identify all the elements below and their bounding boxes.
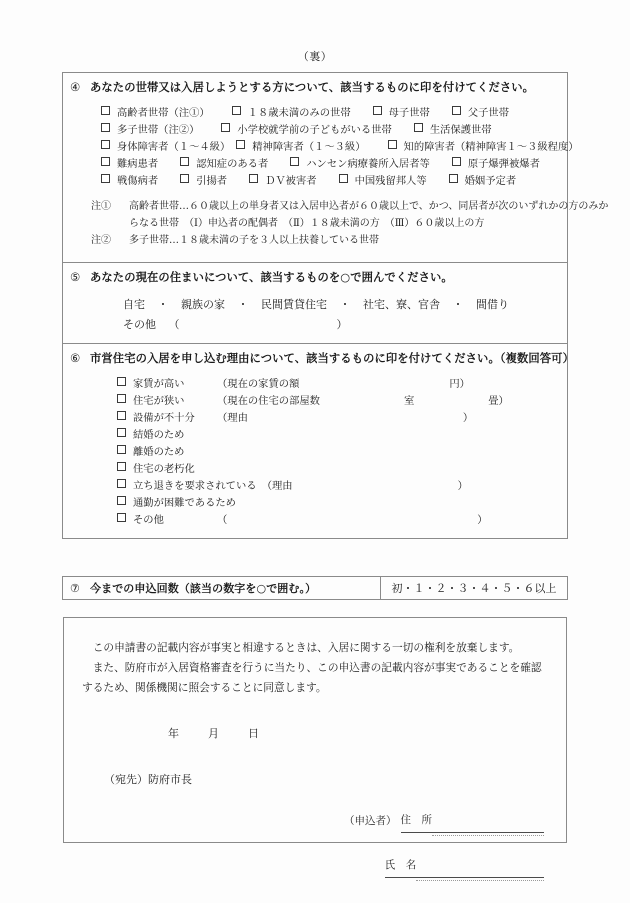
section-7-header bbox=[63, 577, 381, 599]
checkbox-label: 高齢者世帯（注①） bbox=[117, 107, 210, 119]
note-2 bbox=[91, 232, 551, 249]
section-7 bbox=[62, 576, 568, 600]
note-1 bbox=[91, 198, 609, 215]
reason-detail-close: ） bbox=[462, 412, 474, 424]
checkbox-commute-difficult[interactable] bbox=[117, 496, 126, 505]
residence-choice-row bbox=[123, 295, 559, 314]
section-5-number: ⑤ bbox=[70, 271, 81, 284]
checkbox-preschool-children-household[interactable] bbox=[221, 123, 230, 132]
reason-detail-close: ） bbox=[457, 480, 468, 492]
checkbox-label: 精神障害者（１～３級） bbox=[252, 141, 366, 153]
section-4 bbox=[63, 73, 609, 263]
declaration-text bbox=[64, 618, 566, 878]
checkbox-many-children-household[interactable] bbox=[101, 123, 110, 132]
checkbox-elderly-household[interactable] bbox=[101, 106, 110, 115]
reason-label: 通勤が困難であるため bbox=[133, 497, 236, 509]
section-7-number: ⑦ bbox=[70, 581, 80, 595]
checkbox-label: ハンセン病療養所入居者等 bbox=[306, 158, 430, 170]
address-input-line[interactable] bbox=[432, 832, 544, 833]
address-label: 住 所 bbox=[401, 810, 433, 833]
checkbox-repatriate[interactable] bbox=[180, 174, 189, 183]
checkbox-other-reason[interactable] bbox=[117, 513, 126, 522]
name-label: 氏 名 bbox=[385, 855, 417, 878]
checkbox-atomic-bomb-survivor[interactable] bbox=[452, 157, 461, 166]
section-6-number: ⑥ bbox=[70, 352, 81, 365]
checkbox-dv-victim[interactable] bbox=[249, 174, 258, 183]
checkbox-house-too-small[interactable] bbox=[117, 394, 126, 403]
section-4-title: あなたの世帯又は入居しようとする方について、該当するものに印を付けてください。 bbox=[90, 80, 535, 94]
checkbox-welfare-household[interactable] bbox=[414, 123, 423, 132]
reason-label: 家賃が高い bbox=[133, 378, 185, 390]
checkbox-mental-disability[interactable] bbox=[236, 140, 245, 149]
section-6-body bbox=[63, 370, 567, 538]
residence-choice-list bbox=[71, 295, 559, 334]
date-month-label: 月 bbox=[208, 727, 219, 740]
checkbox-dementia[interactable] bbox=[180, 157, 189, 166]
checkbox-label: 難病患者 bbox=[117, 158, 159, 170]
choice-separator: ・ bbox=[157, 298, 169, 311]
reason-row bbox=[71, 512, 559, 529]
checkbox-marriage-planned[interactable] bbox=[449, 174, 458, 183]
spacer bbox=[344, 856, 385, 878]
section-4-header bbox=[63, 73, 567, 99]
checkbox-hansen-sanatorium-resident[interactable] bbox=[290, 157, 299, 166]
checkbox-inadequate-facilities[interactable] bbox=[117, 411, 126, 420]
paren-close: ） bbox=[336, 318, 348, 331]
address-row bbox=[344, 810, 544, 833]
choice-separator: ・ bbox=[237, 298, 249, 311]
reason-label: 住宅の老朽化 bbox=[133, 463, 195, 475]
residence-option-company-housing[interactable]: 社宅、寮、官舎 bbox=[363, 298, 440, 311]
checkbox-label: 婚姻予定者 bbox=[464, 175, 517, 187]
checkbox-eviction-demanded[interactable] bbox=[117, 479, 126, 488]
reason-label: 離婚のため bbox=[133, 446, 185, 458]
section-7-title: 今までの申込回数（該当の数字を○で囲む。） bbox=[90, 582, 317, 595]
residence-option-lodging[interactable]: 間借り bbox=[476, 298, 509, 311]
checkbox-label: 認知症のある者 bbox=[196, 158, 269, 170]
section-5-body bbox=[63, 289, 567, 343]
checkbox-physical-disability[interactable] bbox=[101, 140, 110, 149]
checkbox-label: 中国残留邦人等 bbox=[354, 175, 427, 187]
reason-row bbox=[71, 410, 559, 427]
reason-row bbox=[71, 376, 559, 393]
checkbox-intractable-disease[interactable] bbox=[101, 157, 110, 166]
section-6 bbox=[63, 344, 574, 538]
choice-separator: ・ bbox=[452, 298, 464, 311]
signature-block bbox=[82, 810, 544, 878]
reason-detail-open: （理由 bbox=[217, 412, 248, 424]
reason-row bbox=[71, 427, 559, 444]
checkbox-label: 父子世帯 bbox=[467, 107, 510, 119]
declaration-box bbox=[63, 617, 567, 871]
reason-detail-unit: 円） bbox=[449, 378, 470, 390]
checkbox-label: 原子爆弾被爆者 bbox=[467, 158, 540, 170]
reason-detail-open: （理由 bbox=[261, 480, 293, 492]
reason-detail-close: ） bbox=[477, 514, 488, 526]
reason-row bbox=[71, 495, 559, 512]
note-1-continued: らなる世帯 （Ⅰ）申込者の配偶者 （Ⅱ）１８歳未満の方 （Ⅲ）６０歳以上の方 bbox=[129, 218, 485, 229]
checkbox-label: 小学校就学前の子どもがいる世帯 bbox=[237, 124, 392, 136]
reason-label: その他 bbox=[133, 514, 164, 526]
note-text: 多子世帯…１８歳未満の子を３人以上扶養している世帯 bbox=[129, 235, 379, 246]
checkbox-label: 身体障害者（１～４級） bbox=[117, 141, 231, 153]
section-6-title: 市営住宅の入居を申し込む理由について、該当するものに印を付けてください。（複数回答可） bbox=[90, 351, 574, 365]
checkbox-war-wounded[interactable] bbox=[101, 174, 110, 183]
reason-row bbox=[71, 478, 559, 495]
checkbox-single-mother-household[interactable] bbox=[373, 106, 382, 115]
reason-label: 住宅が狭い bbox=[133, 395, 185, 407]
household-type-row bbox=[71, 105, 559, 122]
checkbox-label: 引揚者 bbox=[196, 175, 228, 187]
note-tag: 注① bbox=[91, 201, 111, 212]
section-5-title: あなたの現在の住まいについて、該当するものを○で囲んでください。 bbox=[90, 270, 453, 284]
note-tag: 注② bbox=[91, 235, 111, 246]
checkbox-house-deterioration[interactable] bbox=[117, 462, 126, 471]
checkbox-label: 戦傷病者 bbox=[117, 175, 159, 187]
household-type-row bbox=[71, 139, 579, 156]
reason-row bbox=[71, 393, 559, 410]
household-type-row bbox=[71, 173, 559, 190]
checkbox-for-divorce[interactable] bbox=[117, 445, 126, 454]
reason-detail-open: （現在の住宅の部屋数 bbox=[217, 395, 320, 407]
checkbox-label: 母子世帯 bbox=[388, 107, 430, 119]
reason-label: 設備が不十分 bbox=[133, 412, 195, 424]
main-form-box bbox=[62, 72, 609, 539]
section-4-body bbox=[63, 99, 609, 262]
checkbox-rent-too-high[interactable] bbox=[117, 377, 126, 386]
choice-separator: ・ bbox=[339, 298, 351, 311]
residence-option-private-rental[interactable]: 民間賃貸住宅 bbox=[261, 298, 327, 311]
reason-row bbox=[71, 461, 559, 478]
section-6-header bbox=[63, 344, 574, 370]
name-row bbox=[344, 855, 544, 878]
reason-detail-unit: 室 bbox=[403, 395, 415, 407]
reason-detail-close: 畳） bbox=[488, 395, 509, 407]
checkbox-label: １８歳未満のみの世帯 bbox=[247, 107, 351, 119]
reason-label: 立ち退きを要求されている bbox=[133, 480, 257, 492]
checkbox-for-marriage[interactable] bbox=[117, 428, 126, 437]
declaration-paragraph-2: また、防府市が入居資格審査を行うに当たり、この申込書の記載内容が事実であることを確認 bbox=[92, 661, 542, 674]
paren-open: （ bbox=[168, 318, 180, 331]
checkbox-label: 生活保護世帯 bbox=[429, 124, 492, 136]
residence-option-other[interactable]: その他 bbox=[123, 318, 156, 331]
checkbox-intellectual-disability[interactable] bbox=[388, 140, 397, 149]
residence-other-row bbox=[123, 315, 559, 334]
checkbox-under18-only-household[interactable] bbox=[232, 106, 241, 115]
addressee-line: （宛先）防府市長 bbox=[104, 773, 192, 786]
checkbox-label: 多子世帯（注②） bbox=[117, 124, 200, 136]
residence-option-own-home[interactable]: 自宅 bbox=[123, 298, 145, 311]
reason-row bbox=[71, 444, 559, 461]
household-type-row bbox=[71, 122, 559, 139]
reason-detail-open: （現在の家賃の額 bbox=[217, 378, 300, 390]
declaration-paragraph-1: この申請書の記載内容が事実と相違するときは、入居に関する一切の権利を放棄します。 bbox=[92, 641, 520, 654]
date-year-label: 年 bbox=[168, 727, 179, 740]
residence-option-relatives-home[interactable]: 親族の家 bbox=[181, 298, 225, 311]
household-type-row bbox=[71, 156, 559, 173]
name-input-line[interactable] bbox=[416, 877, 544, 878]
applicant-tag: （申込者） bbox=[344, 815, 397, 827]
declaration-paragraph-3: するため、関係機関に照会することに同意します。 bbox=[82, 681, 327, 694]
date-line[interactable] bbox=[82, 724, 544, 744]
application-count-options[interactable]: 初・１・２・３・４・５・６以上 bbox=[391, 582, 557, 595]
section-5 bbox=[63, 263, 567, 344]
checkbox-label: ＤＶ被害者 bbox=[265, 175, 317, 187]
checkbox-china-returnee[interactable] bbox=[339, 174, 348, 183]
date-day-label: 日 bbox=[248, 727, 259, 740]
section-4-notes bbox=[71, 190, 609, 253]
reason-label: 結婚のため bbox=[133, 429, 185, 441]
checkbox-single-father-household[interactable] bbox=[452, 106, 461, 115]
section-5-header bbox=[63, 263, 567, 289]
note-text: 高齢者世帯…６０歳以上の単身者又は入居申込者が６０歳以上で、かつ、同居者が次のいずれかの方のみか bbox=[129, 201, 609, 212]
reason-detail-open: （ bbox=[217, 514, 228, 526]
section-4-number: ④ bbox=[70, 81, 81, 94]
page-side-marker: （裏） bbox=[297, 50, 333, 63]
checkbox-label: 知的障害者（精神障害１～３級程度） bbox=[403, 141, 579, 153]
